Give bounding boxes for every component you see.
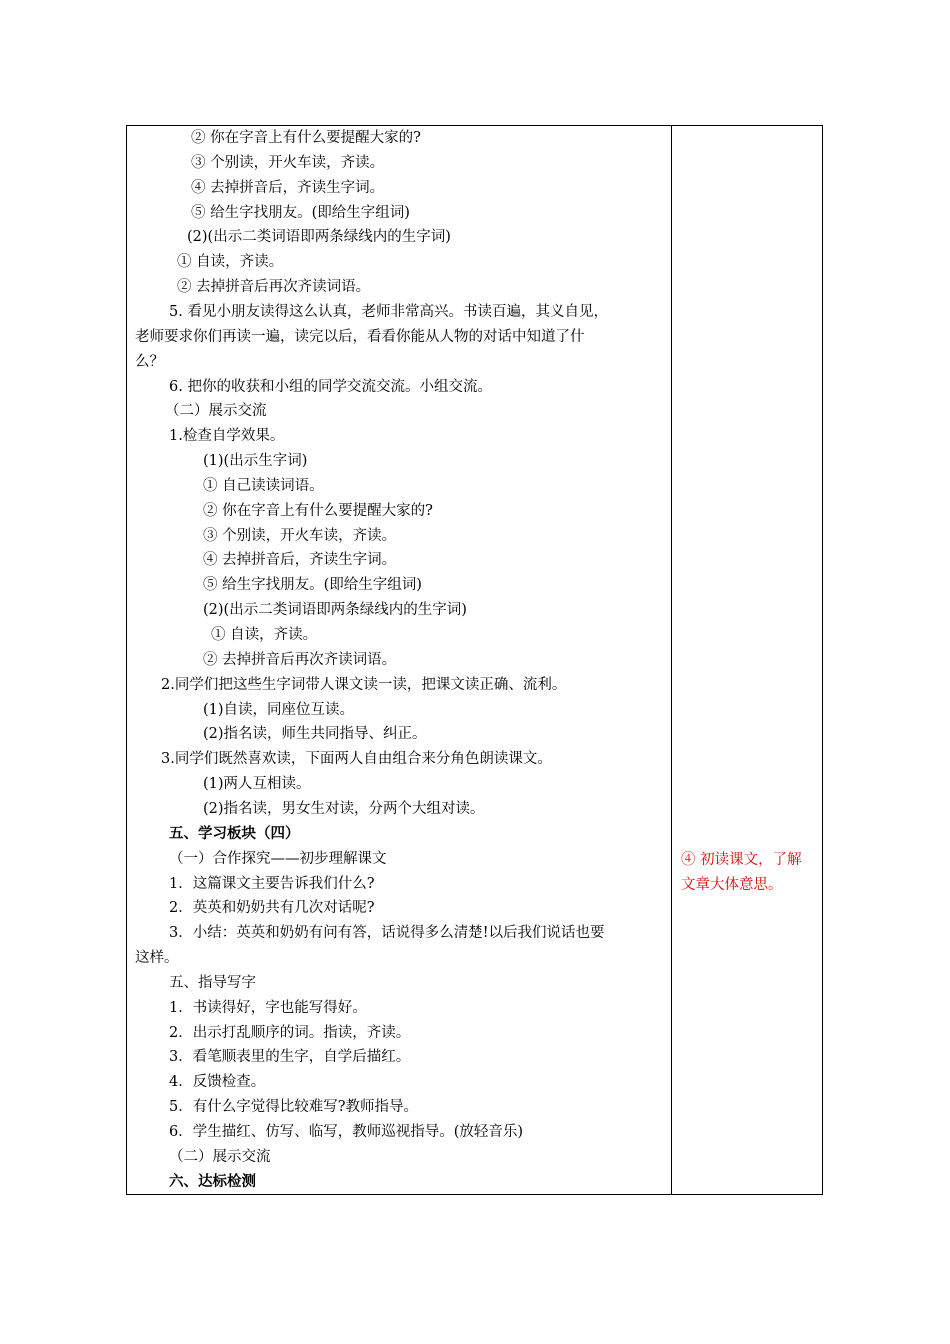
content-line: ③ 个别读，开火车读，齐读。	[203, 527, 397, 544]
content-line: (1)(出示生字词)	[203, 453, 308, 470]
content-line: 这样。	[135, 950, 179, 967]
content-line: （一）合作探究——初步理解课文	[169, 850, 387, 867]
content-line: ⑤ 给生字找朋友。(即给生字组词)	[203, 577, 422, 594]
content-line: 1．书读得好，字也能写得好。	[169, 999, 367, 1016]
content-line: 5. 看见小朋友读得这么认真，老师非常高兴。书读百遍，其义自见，	[169, 303, 608, 320]
side-note-column	[681, 848, 821, 898]
content-line: （二）展示交流	[169, 1148, 271, 1165]
content-line: 4．反馈检查。	[169, 1074, 266, 1091]
column-divider	[671, 126, 672, 1194]
content-line: 1.检查自学效果。	[169, 428, 285, 445]
content-line: 么？	[135, 353, 164, 370]
content-line: 2．出示打乱顺序的词。指读，齐读。	[169, 1024, 411, 1041]
content-line: (2)指名读，师生共同指导、纠正。	[203, 726, 427, 743]
content-line: 五、指导写字	[169, 974, 256, 991]
content-line: 老师要求你们再读一遍，读完以后，看看你能从人物的对话中知道了什	[135, 328, 585, 345]
content-line: ② 你在字音上有什么要提醒大家的?	[191, 130, 421, 146]
content-line: ② 去掉拼音后再次齐读词语。	[177, 279, 371, 296]
content-line: 6. 把你的收获和小组的同学交流交流。小组交流。	[169, 378, 492, 395]
content-line: (2)指名读，男女生对读，分两个大组对读。	[203, 800, 485, 817]
side-note-line: 文章大体意思。	[681, 877, 783, 893]
content-line: ④ 去掉拼音后，齐读生字词。	[191, 179, 385, 196]
content-line: ② 去掉拼音后再次齐读词语。	[203, 651, 397, 668]
content-line: 五、学习板块（四）	[169, 824, 300, 842]
content-line: ⑤ 给生字找朋友。(即给生字组词)	[191, 204, 410, 221]
content-line: 3．看笔顺表里的生字，自学后描红。	[169, 1049, 411, 1066]
content-line: ③ 个别读，开火车读，齐读。	[191, 154, 385, 171]
content-line: (1)两人互相读。	[203, 776, 311, 793]
side-note-line: ④ 初读课文，了解	[681, 852, 802, 868]
content-line: 2.同学们把这些生字词带人课文读一读，把课文读正确、流利。	[161, 676, 567, 693]
content-line: 六、达标检测	[169, 1172, 256, 1190]
content-line: ② 你在字音上有什么要提醒大家的?	[203, 502, 433, 519]
content-line: 6．学生描红、仿写、临写，教师巡视指导。(放轻音乐)	[169, 1124, 524, 1140]
content-line: ① 自读，齐读。	[211, 627, 318, 643]
content-line: (2)(出示二类词语即两条绿线内的生字词)	[187, 229, 451, 246]
content-line: 2．英英和奶奶共有几次对话呢?	[169, 900, 375, 917]
content-line: ④ 去掉拼音后，齐读生字词。	[203, 552, 397, 569]
content-line: ① 自读，齐读。	[177, 254, 284, 271]
content-line: 1．这篇课文主要告诉我们什么?	[169, 875, 375, 892]
content-line: （二）展示交流	[165, 403, 267, 420]
content-line: (1)自读，同座位互读。	[203, 701, 355, 718]
content-line: 3.同学们既然喜欢读，下面两人自由组合来分角色朗读课文。	[161, 751, 552, 768]
lesson-plan-table	[126, 125, 823, 1195]
content-line: 3．小结：英英和奶奶有问有答，话说得多么清楚!以后我们说话也要	[169, 925, 605, 942]
content-line: ① 自己读读词语。	[203, 477, 324, 494]
content-line: (2)(出示二类词语即两条绿线内的生字词)	[203, 602, 467, 619]
content-line: 5．有什么字觉得比较难写?教师指导。	[169, 1099, 418, 1116]
